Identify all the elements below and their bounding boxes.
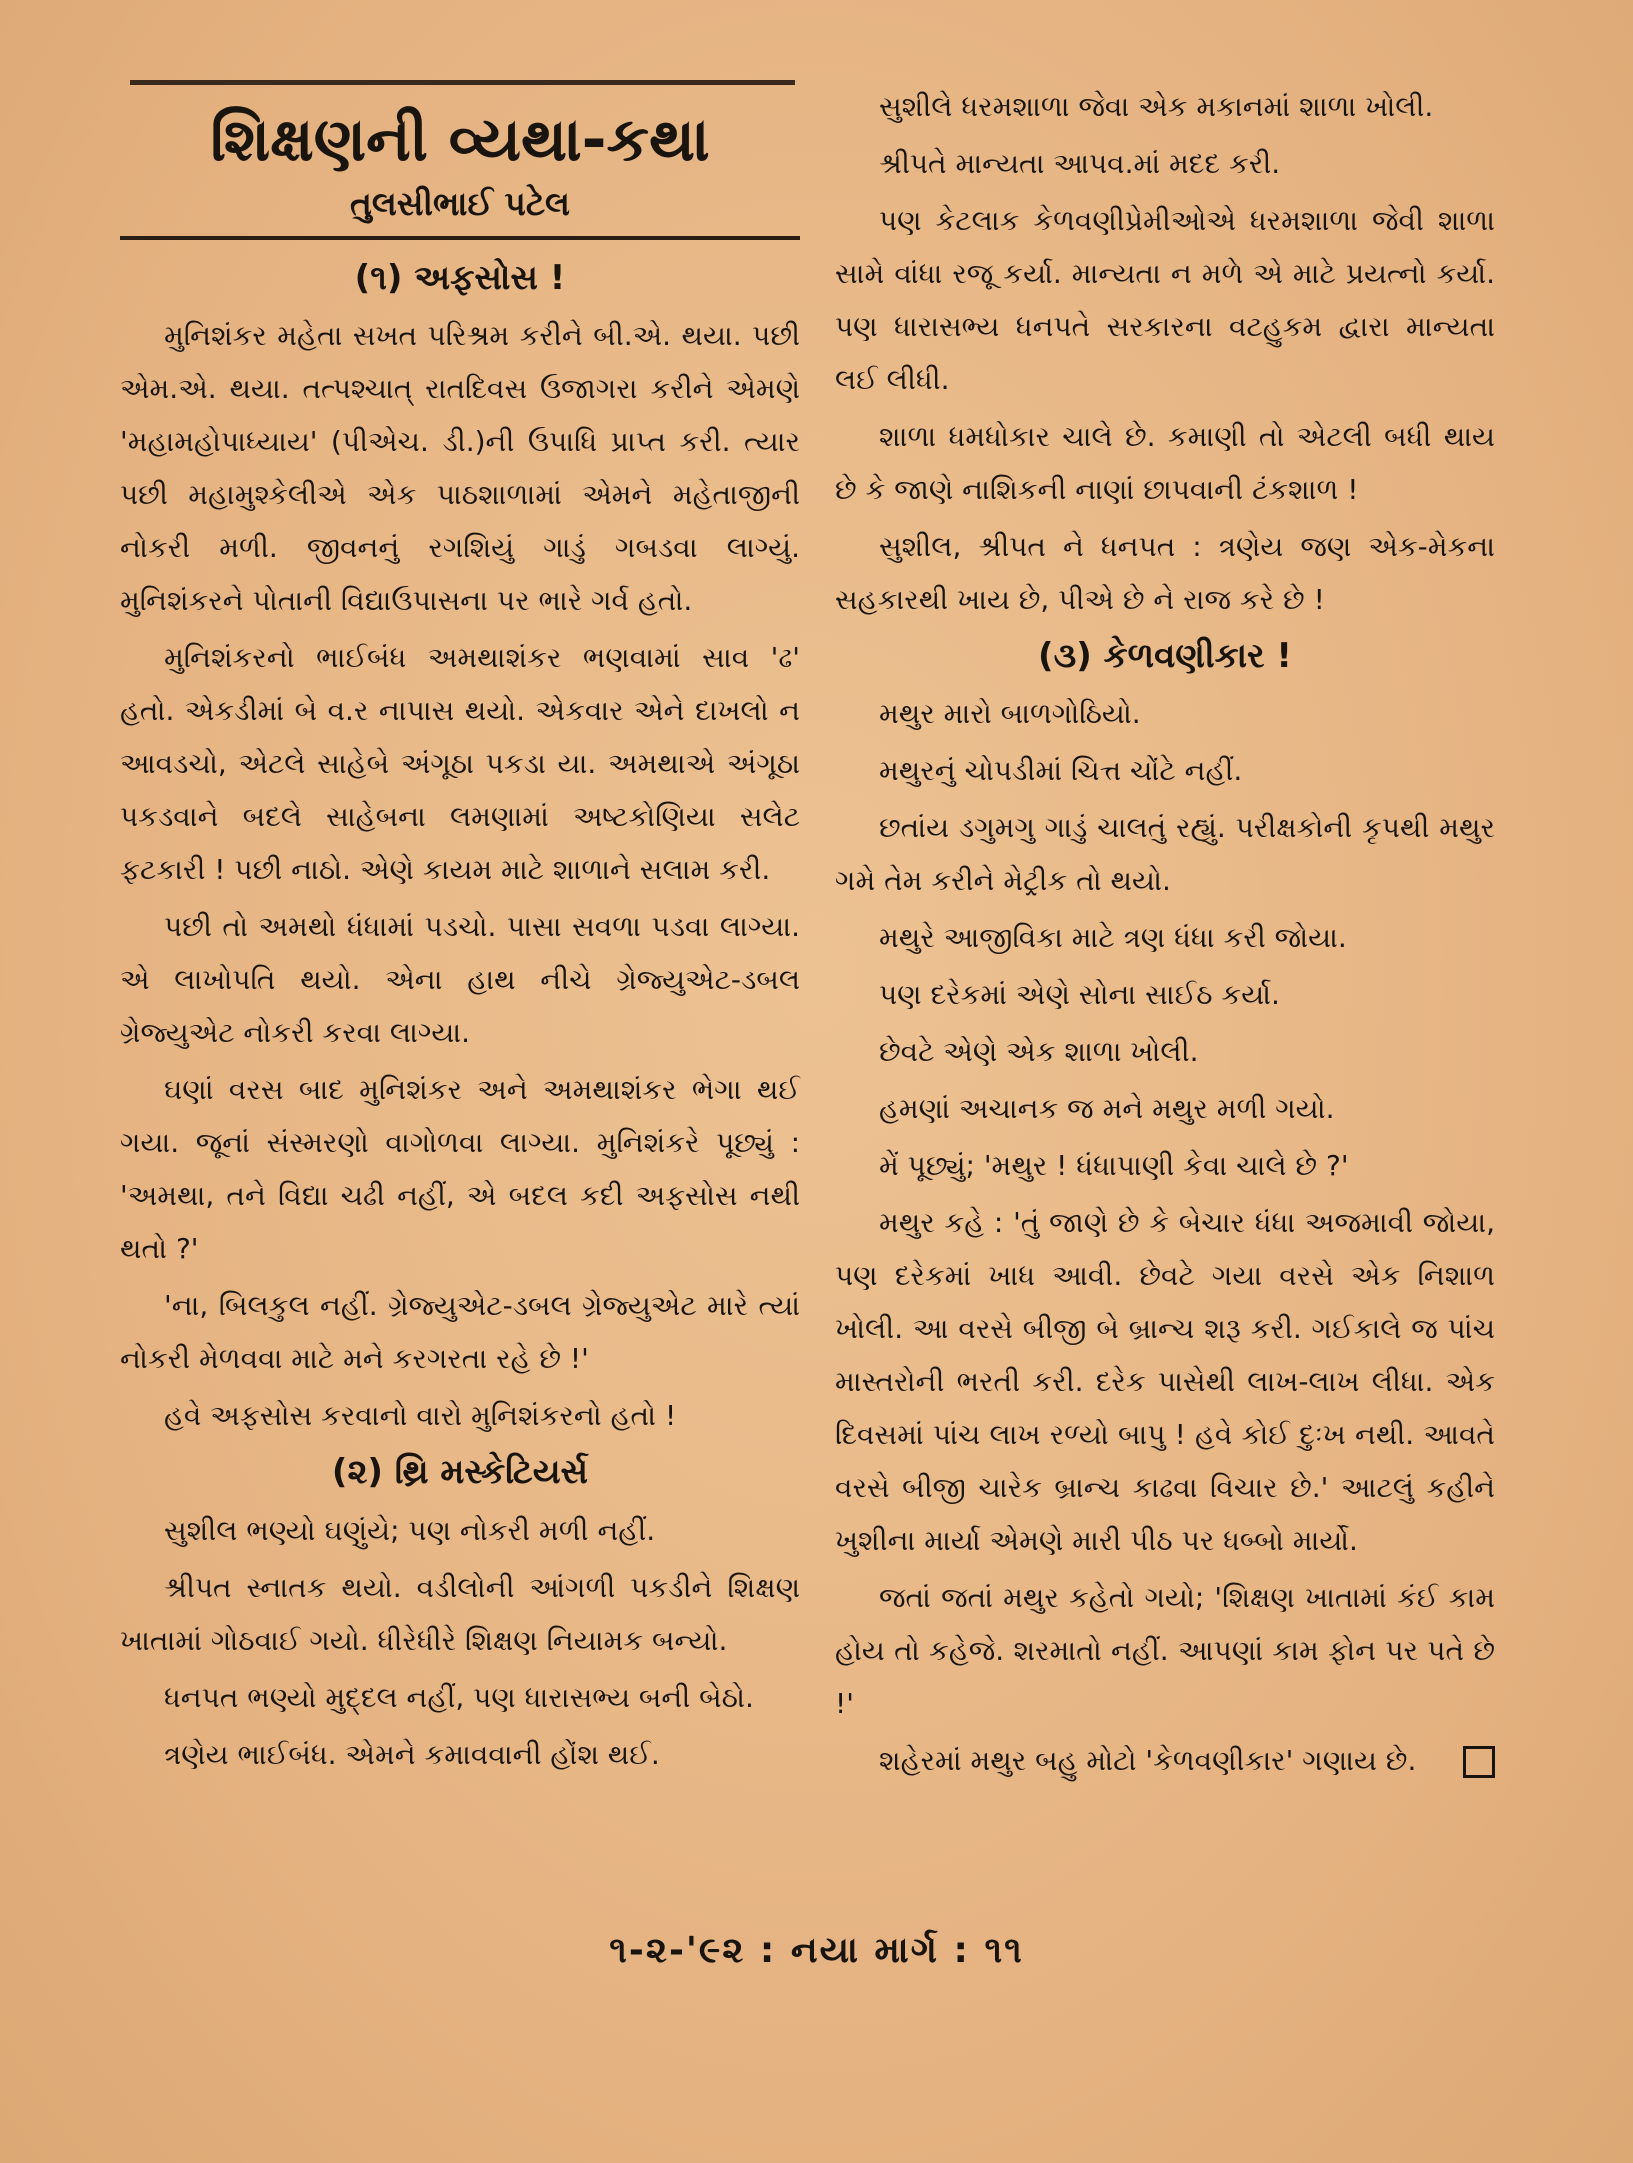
end-of-article-square-icon xyxy=(1463,1746,1495,1778)
page-footer: ૧-૨-'૯૨ : નયા માર્ગ : ૧૧ xyxy=(609,1930,1024,1971)
paragraph-final xyxy=(835,1734,1495,1787)
title-divider xyxy=(120,236,800,240)
paragraph: હમણાં અચાનક જ મને મથુર મળી ગયો. xyxy=(879,1092,1335,1126)
article-title: શિક્ષણની વ્યથા-કથા xyxy=(210,105,710,175)
paragraph: મુનિશંકરનો ભાઈબંધ અમથાશંકર ભણવામાં સાવ 'ઢ' હતો. એકડીમાં બે વ.ર નાપાસ થયો. એકવાર એને દાખલો ન આવડચો, એટલે સાહેબે અંગૂઠા પકડા યા. અમથાએ અંગૂઠા પકડવાને બદલે સાહેબના લમણામાં અષ્ટકોણિયા સલેટ ફટકારી ! પછી નાઠો. એણે કાયમ માટે શાળાને સલામ કરી. xyxy=(120,641,800,887)
paragraph: સુશીલે ધરમશાળા જેવા એક મકાનમાં શાળા ખોલી. xyxy=(879,90,1434,123)
paragraph: મથુરે આજીવિકા માટે ત્રણ ધંધા કરી જોયા. xyxy=(879,921,1347,955)
paragraph: હવે અફસોસ કરવાનો વારો મુનિશંકરનો હતો ! xyxy=(164,1399,677,1433)
top-rule xyxy=(130,80,795,85)
paragraph: પણ કેટલાક કેળવણીપ્રેમીઓએ ધરમશાળા જેવી શાળા સામે વાંધા રજૂ કર્યા. માન્યતા ન મળે એ માટે પ્રયત્નો કર્યા. પણ ધારાસભ્ય ધનપતે સરકારના વટહુકમ દ્વારા માન્યતા લઈ લીધી. xyxy=(835,204,1495,396)
paragraph: પણ દરેકમાં એણે સોના સાઈઠ કર્યા. xyxy=(879,978,1280,1012)
section-heading-1: (૧) અફસોસ ! xyxy=(354,258,566,298)
paragraph: મથુર મારો બાળગોઠિયો. xyxy=(879,697,1141,731)
paragraph: સુશીલ ભણ્યો ઘણુંયે; પણ નોકરી મળી નહીં. xyxy=(164,1513,656,1547)
paragraph: શ્રીપતે માન્યતા આપવ.માં મદદ કરી. xyxy=(879,147,1281,180)
paragraph: છતાંય ડગુમગુ ગાડું ચાલતું રહ્યું. પરીક્ષકોની કૃપથી મથુર ગમે તેમ કરીને મેટ્રીક તો થયો. xyxy=(835,811,1495,898)
paragraph: મેં પૂછ્યું; 'મથુર ! ધંધાપાણી કેવા ચાલે છે ?' xyxy=(879,1149,1349,1183)
paragraph: ત્રણેય ભાઈબંધ. એમને કમાવવાની હોંશ થઈ. xyxy=(164,1737,660,1771)
paragraph: શ્રીપત સ્નાતક થયો. વડીલોની આંગળી પકડીને શિક્ષણ ખાતામાં ગોઠવાઈ ગયો. ધીરેધીરે શિક્ષણ નિયામક બન્યો. xyxy=(120,1570,800,1657)
paragraph: મુનિશંકર મહેતા સખત પરિશ્રમ કરીને બી.એ. થયા. પછી એમ.એ. થયા. તત્પશ્ચાત્ રાતદિવસ ઉજાગરા કરીને એમણે 'મહામહોપાધ્યાય' (પીએચ. ડી.)ની ઉપાધિ પ્રાપ્ત કરી. ત્યાર પછી મહામુશ્કેલીએ એક પાઠશાળામાં એમને મહેતાજીની નોકરી મળી. જીવનનું રગશિયું ગાડું ગબડવા લાગ્યું. મુનિશંકરને પોતાની વિદ્યાઉપાસના પર ભારે ગર્વ હતો. xyxy=(120,319,800,618)
paragraph: છેવટે એણે એક શાળા ખોલી. xyxy=(879,1035,1199,1069)
section-heading-2: (૨) થ્રિ મસ્કેટિયર્સ xyxy=(331,1452,589,1493)
paragraph: ધનપત ભણ્યો મુદ્દલ નહીં, પણ ધારાસભ્ય બની બેઠો. xyxy=(164,1680,754,1714)
paragraph: ઘણાં વરસ બાદ મુનિશંકર અને અમથાશંકર ભેગા થઈ ગયા. જૂનાં સંસ્મરણો વાગોળવા લાગ્યા. મુનિશંકરે પૂછ્યું : 'અમથા, તને વિદ્યા ચઢી નહીં, એ બદલ કદી અફસોસ નથી થતો ?' xyxy=(120,1073,800,1266)
paragraph: જતાં જતાં મથુર કહેતો ગયો; 'શિક્ષણ ખાતામાં કંઈ કામ હોય તો કહેજે. શરમાતો નહીં. આપણાં કામ ફોન પર પતે છે !' xyxy=(835,1581,1495,1721)
paragraph: શાળા ધમધોકાર ચાલે છે. કમાણી તો એટલી બધી થાય છે કે જાણે નાશિકની નાણાં છાપવાની ટંકશાળ ! xyxy=(835,420,1495,506)
paragraph: મથુરનું ચોપડીમાં ચિત્ત ચોંટે નહીં. xyxy=(879,754,1243,788)
final-sentence: શહેરમાં મથુર બહુ મોટો 'કેળવણીકાર' ગણાય છે. xyxy=(879,1744,1417,1778)
section-heading-3: (૩) કેળવણીકાર ! xyxy=(1038,636,1292,676)
right-column xyxy=(835,80,1495,1791)
author-name: તુલસીભાઈ પટેલ xyxy=(349,184,571,223)
paragraph: મથુર કહે : 'તું જાણે છે કે બેચાર ધંધા અજમાવી જોયા, પણ દરેકમાં ખાધ આવી. છેવટે ગયા વરસે એક નિશાળ ખોલી. આ વરસે બીજી બે બ્રાન્ચ શરૂ કરી. ગઈકાલે જ પાંચ માસ્તરોની ભરતી કરી. દરેક પાસેથી લાખ-લાખ લીધા. એક દિવસમાં પાંચ લાખ રળ્યો બાપુ ! હવે કોઈ દુઃખ નથી. આવતે વરસે બીજી ચારેક બ્રાન્ચ કાઢવા વિચાર છે.' આટલું કહીને ખુશીના માર્યા એમણે મારી પીઠ પર ધબ્બો માર્યો. xyxy=(835,1206,1495,1558)
paragraph: 'ના, બિલકુલ નહીં. ગ્રેજ્યુએટ-ડબલ ગ્રેજ્યુએટ મારે ત્યાં નોકરી મેળવવા માટે મને કરગરતા રહે છે !' xyxy=(120,1289,800,1376)
paragraph: સુશીલ, શ્રીપત ને ધનપત : ત્રણેય જણ એક-મેકના સહકારથી ખાય છે, પીએ છે ને રાજ કરે છે ! xyxy=(835,530,1495,616)
paragraph: પછી તો અમથો ધંધામાં પડચો. પાસા સવળા પડવા લાગ્યા. એ લાખોપતિ થયો. એના હાથ નીચે ગ્રેજ્યુએટ-ડબલ ગ્રેજ્યુએટ નોકરી કરવા લાગ્યા. xyxy=(120,910,800,1050)
left-column xyxy=(120,96,800,1785)
